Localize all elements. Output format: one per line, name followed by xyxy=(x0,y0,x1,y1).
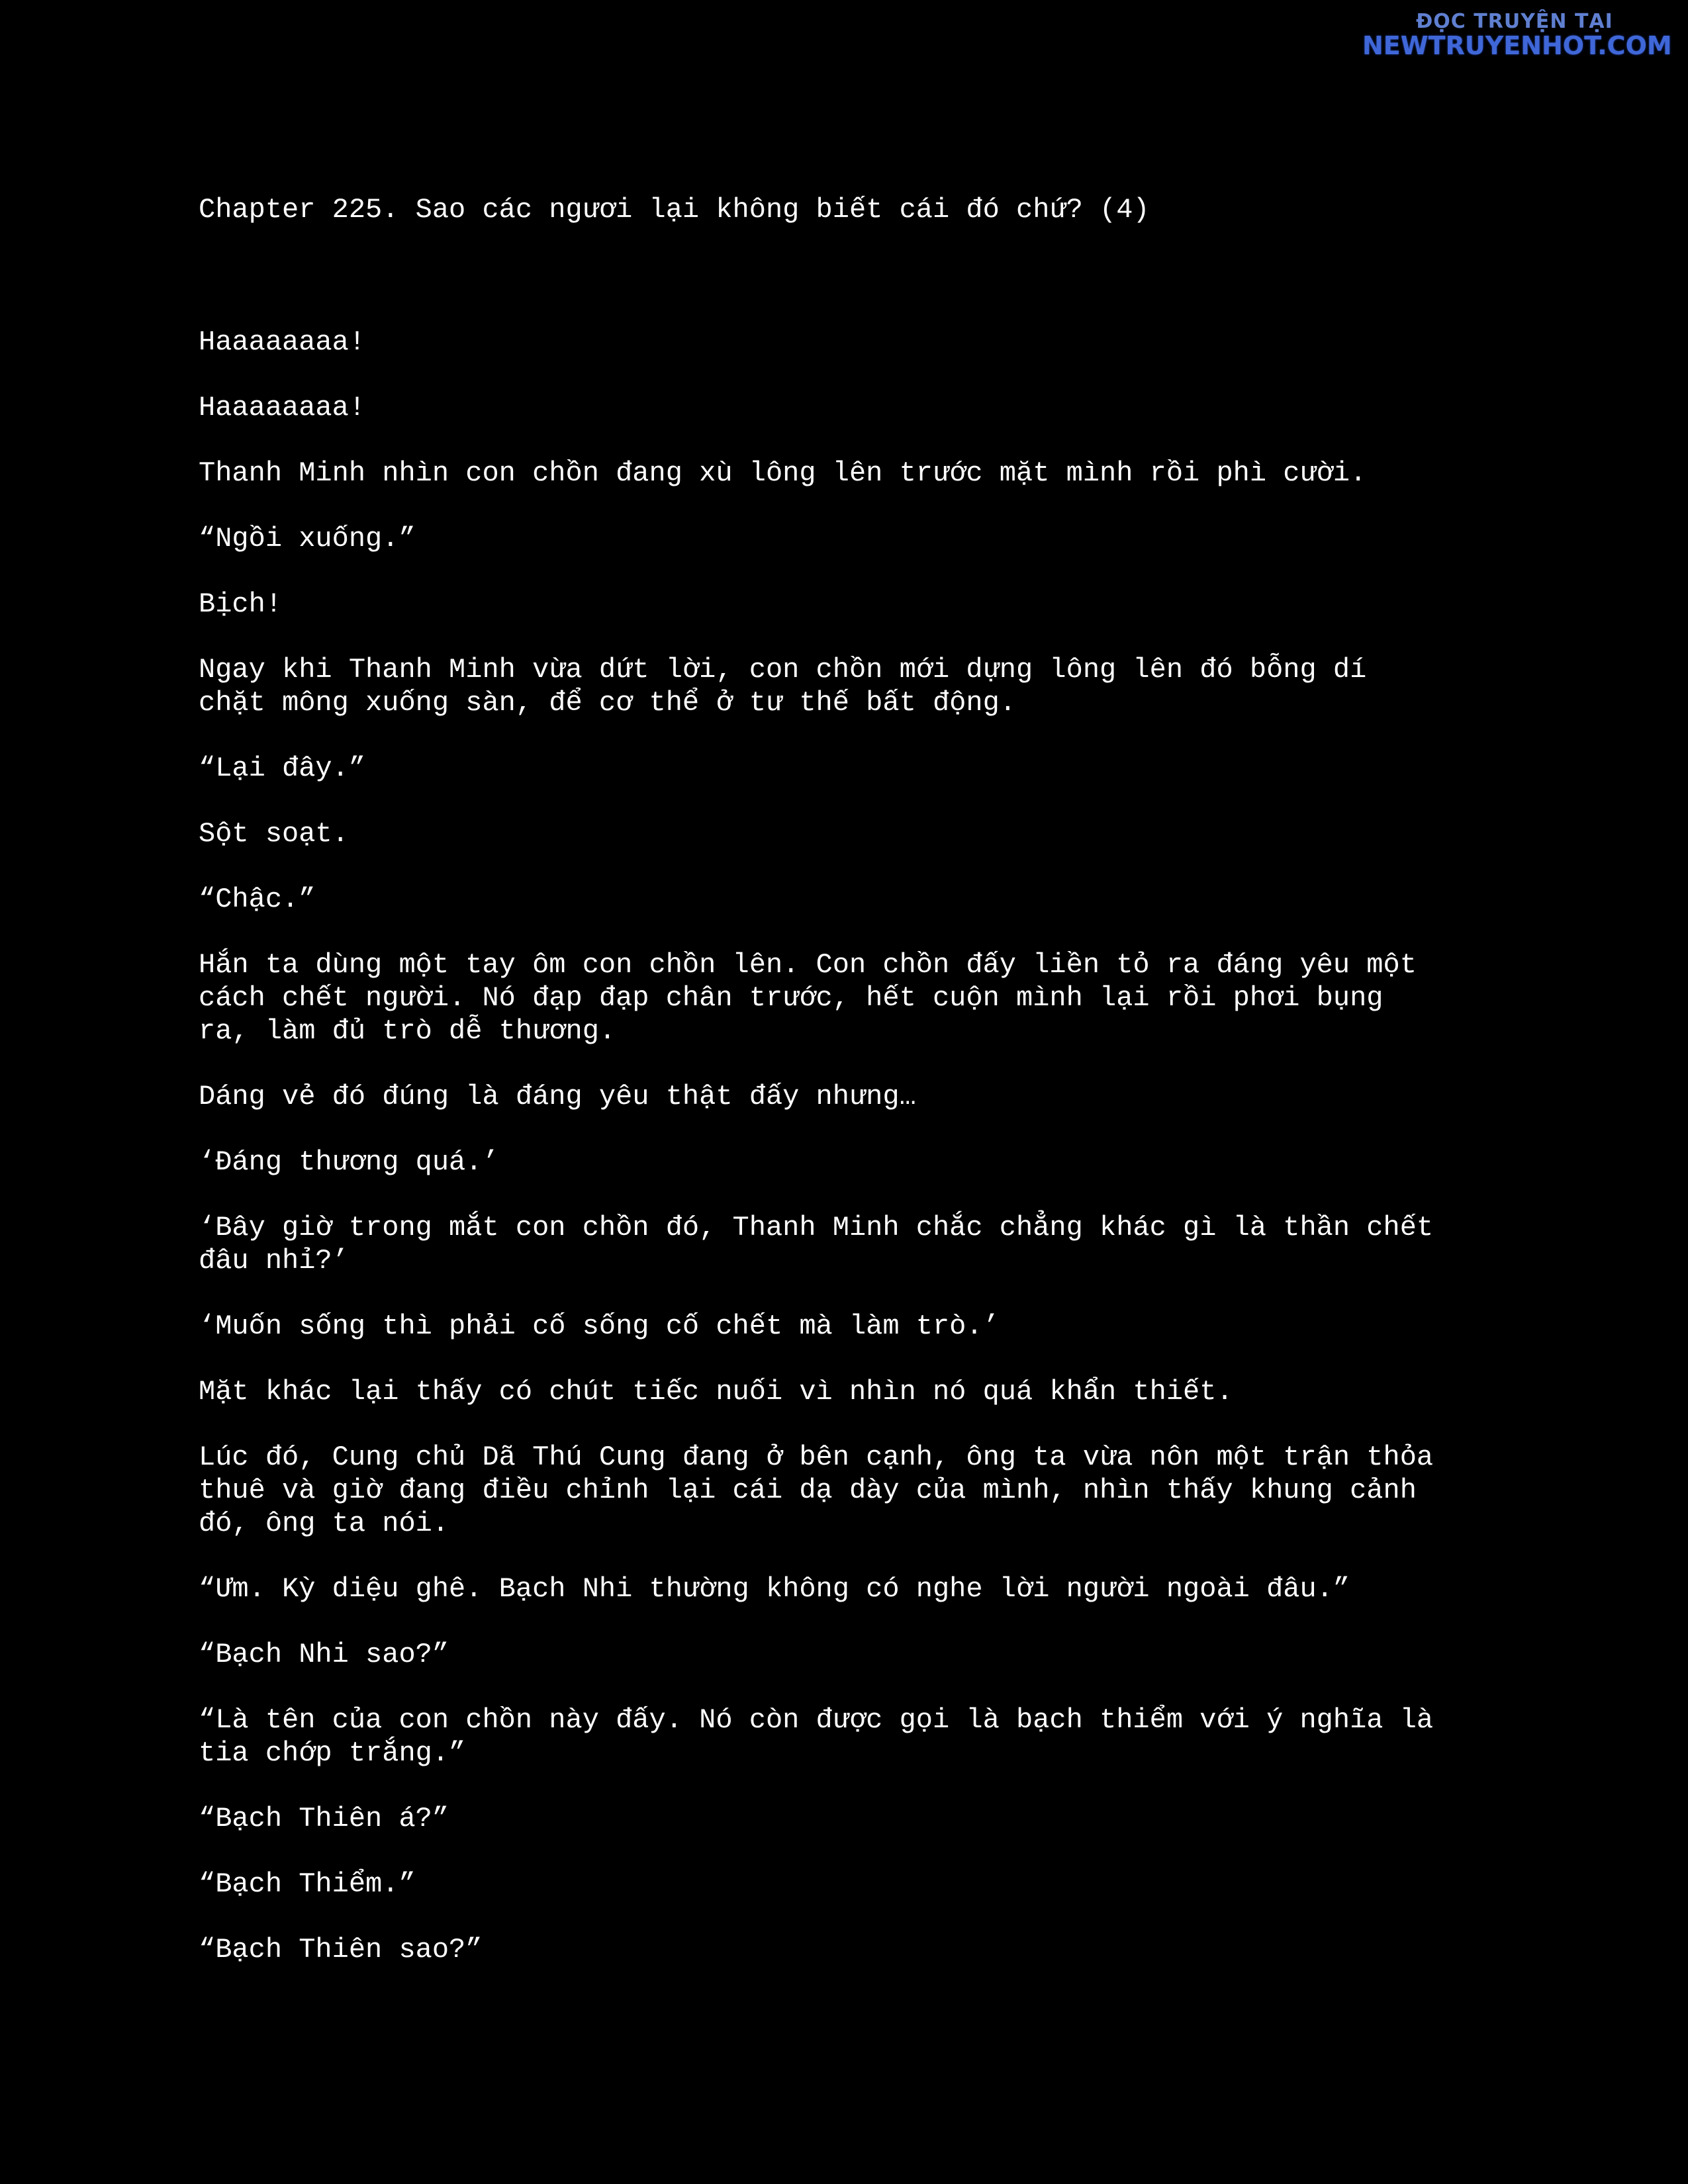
paragraph: Ngay khi Thanh Minh vừa dứt lời, con chồn mới dựng lông lên đó bỗng dí chặt mông xuống sàn, để cơ thể ở tư thế bất động. xyxy=(199,654,1367,719)
watermark-line-1: ĐỌC TRUYỆN TẠI xyxy=(1416,10,1613,33)
watermark-line-2: NEWTRUYENHOT.COM xyxy=(1362,31,1672,60)
paragraph: “Bạch Thiểm.” xyxy=(199,1868,416,1900)
paragraph: Haaaaaaaa! xyxy=(199,392,366,424)
chapter-title: Chapter 225. Sao các ngươi lại không biết cái đó chứ? (4) xyxy=(199,194,1150,226)
paragraph: Lúc đó, Cung chủ Dã Thú Cung đang ở bên cạnh, ông ta vừa nôn một trận thỏa thuê và giờ đang điều chỉnh lại cái dạ dày của mình, nhìn thấy khung cảnh đó, ông ta nói. xyxy=(199,1441,1434,1539)
paragraph: Sột soạt. xyxy=(199,818,349,850)
paragraph: “Ưm. Kỳ diệu ghê. Bạch Nhi thường không có nghe lời người ngoài đâu.” xyxy=(199,1573,1350,1605)
paragraph: ‘Đáng thương quá.’ xyxy=(199,1146,499,1178)
paragraph: “Chậc.” xyxy=(199,884,316,915)
paragraph: ‘Muốn sống thì phải cố sống cố chết mà làm trò.’ xyxy=(199,1310,1000,1342)
paragraph: Thanh Minh nhìn con chồn đang xù lông lên trước mặt mình rồi phì cười. xyxy=(199,457,1367,489)
paragraph: “Bạch Thiên á?” xyxy=(199,1803,449,1835)
paragraph: Bịch! xyxy=(199,588,283,620)
paragraph: “Lại đây.” xyxy=(199,752,366,784)
paragraph: Mặt khác lại thấy có chút tiếc nuối vì nhìn nó quá khẩn thiết. xyxy=(199,1376,1233,1408)
paragraph: Dáng vẻ đó đúng là đáng yêu thật đấy nhưng… xyxy=(199,1081,916,1113)
chapter-content xyxy=(199,193,1523,1999)
paragraph: “Bạch Thiên sao?” xyxy=(199,1934,483,1966)
paragraph: Hắn ta dùng một tay ôm con chồn lên. Con chồn đấy liền tỏ ra đáng yêu một cách chết người. Nó đạp đạp chân trước, hết cuộn mình lại rồi phơi bụng ra, làm đủ trò dễ thương. xyxy=(199,949,1417,1047)
paragraph: ‘Bây giờ trong mắt con chồn đó, Thanh Minh chắc chẳng khác gì là thần chết đâu nhỉ?’ xyxy=(199,1212,1434,1277)
paragraph: Haaaaaaaa! xyxy=(199,326,366,358)
paragraph: “Bạch Nhi sao?” xyxy=(199,1639,449,1670)
paragraph: “Là tên của con chồn này đấy. Nó còn được gọi là bạch thiểm với ý nghĩa là tia chớp trắng.” xyxy=(199,1704,1434,1769)
paragraph: “Ngồi xuống.” xyxy=(199,523,416,555)
site-watermark xyxy=(1362,10,1672,60)
